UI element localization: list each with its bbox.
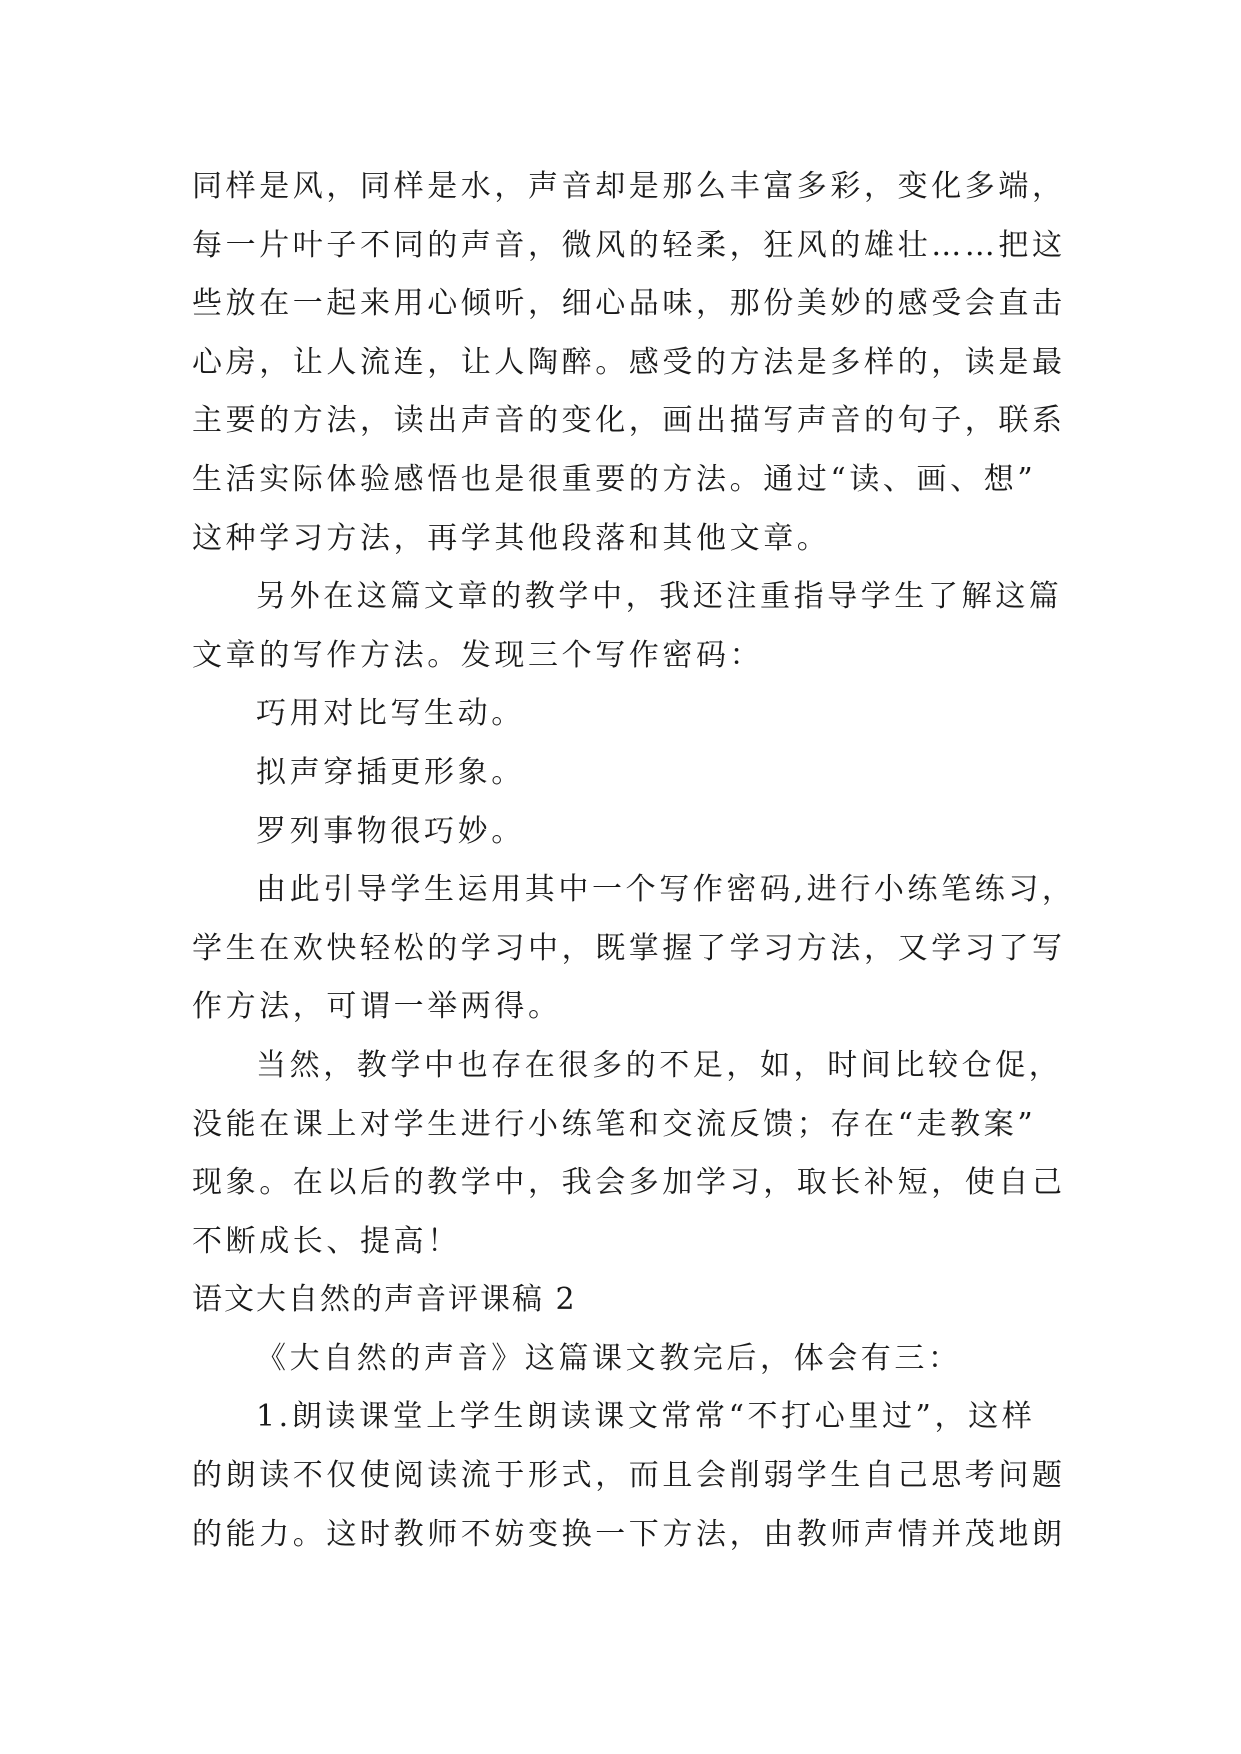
paragraph-line: 另外在这篇文章的教学中，我还注重指导学生了解这篇 (256, 579, 1063, 615)
paragraph-line: 每一片叶子不同的声音，微风的轻柔，狂风的雄壮……把这 (192, 227, 1066, 263)
paragraph-line: 同样是风，同样是水，声音却是那么丰富多彩，变化多端， (192, 169, 1066, 204)
paragraph-line: 学生在欢快轻松的学习中，既掌握了学习方法，又学习了写 (192, 930, 1066, 966)
paragraph-line: 没能在课上对学生进行小练笔和交流反馈；存在“走教案” (192, 1106, 1037, 1142)
paragraph-line: 这种学习方法，再学其他段落和其他文章。 (192, 520, 831, 556)
section-heading: 语文大自然的声音评课稿 2 (192, 1282, 577, 1318)
paragraph-line: 生活实际体验感悟也是很重要的方法。通过“读、画、想” (192, 461, 1037, 497)
paragraph-line: 现象。在以后的教学中，我会多加学习，取长补短，使自己 (192, 1165, 1066, 1201)
paragraph-line: 心房，让人流连，让人陶醉。感受的方法是多样的，读是最 (192, 344, 1066, 380)
paragraph-line: 1.朗读课堂上学生朗读课文常常“不打心里过”，这样 (256, 1399, 1036, 1435)
paragraph-line: 由此引导学生运用其中一个写作密码,进行小练笔练习， (256, 872, 1076, 908)
paragraph-line: 《大自然的声音》这篇课文教完后，体会有三： (256, 1340, 962, 1376)
paragraph-line: 不断成长、提高！ (192, 1223, 461, 1259)
paragraph-line: 文章的写作方法。发现三个写作密码： (192, 637, 764, 673)
paragraph-line: 的能力。这时教师不妨变换一下方法，由教师声情并茂地朗 (192, 1516, 1066, 1552)
paragraph-line: 主要的方法，读出声音的变化，画出描写声音的句子，联系 (192, 403, 1066, 439)
list-item: 拟声穿插更形象。 (256, 754, 525, 790)
list-item: 罗列事物很巧妙。 (256, 813, 525, 849)
paragraph-line: 些放在一起来用心倾听，细心品味，那份美妙的感受会直击 (192, 286, 1066, 322)
paragraph-line: 的朗读不仅使阅读流于形式，而且会削弱学生自己思考问题 (192, 1458, 1066, 1494)
paragraph-line: 当然，教学中也存在很多的不足，如，时间比较仓促， (256, 1047, 1063, 1083)
list-item: 巧用对比写生动。 (256, 696, 525, 732)
document-body (192, 158, 1076, 1564)
paragraph-line: 作方法，可谓一举两得。 (192, 989, 562, 1025)
